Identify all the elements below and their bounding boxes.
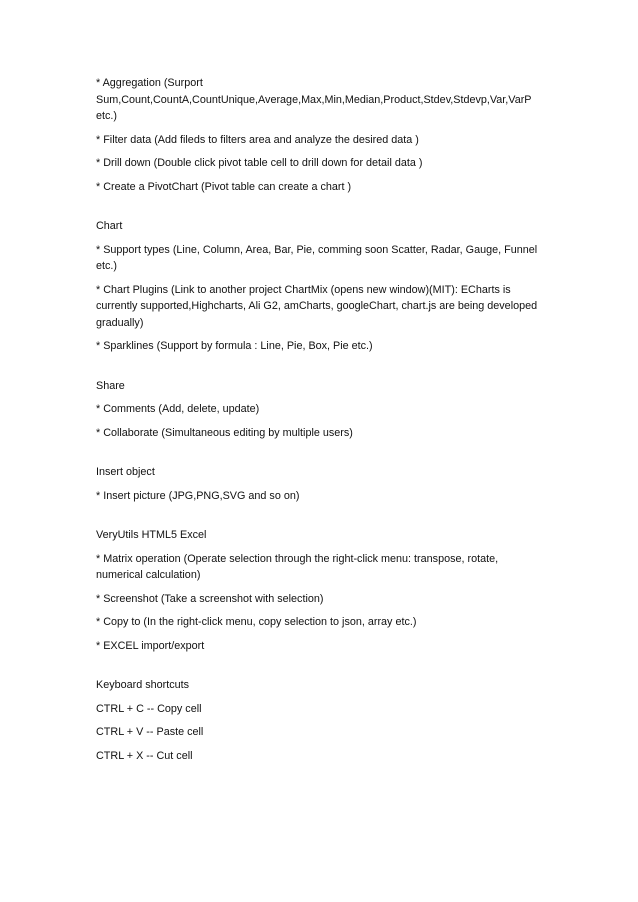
veryutils-item-matrix: * Matrix operation (Operate selection through the right-click menu: transpose, rotate, numerical calculation) xyxy=(96,552,499,581)
section-heading-veryutils: VeryUtils HTML5 Excel xyxy=(96,529,207,541)
pivot-item-drill-down: * Drill down (Double click pivot table cell to drill down for detail data ) xyxy=(96,157,423,169)
section-spacer xyxy=(96,202,544,218)
pivot-item-filter: * Filter data (Add fileds to filters area and analyze the desired data ) xyxy=(96,133,419,146)
share-item-collaborate: * Collaborate (Simultaneous editing by multiple users) xyxy=(96,426,353,439)
shortcut-paste: CTRL + V -- Paste cell xyxy=(96,726,204,738)
chart-item-plugins: * Chart Plugins (Link to another project ChartMix (opens new window)(MIT): ECharts is currently supported,Highcharts, Ali G2, amCharts, googleChart, chart.js are being developed gradually) xyxy=(96,283,538,329)
section-heading-chart: Chart xyxy=(96,220,123,232)
section-heading-share: Share xyxy=(96,379,125,392)
share-item-comments: * Comments (Add, delete, update) xyxy=(96,403,260,415)
document-content xyxy=(96,75,544,771)
chart-item-sparklines: * Sparklines (Support by formula : Line, Pie, Box, Pie etc.) xyxy=(96,340,373,352)
veryutils-item-copy-to: * Copy to (In the right-click menu, copy selection to json, array etc.) xyxy=(96,616,417,628)
section-spacer xyxy=(96,448,544,464)
section-heading-shortcuts: Keyboard shortcuts xyxy=(96,679,190,691)
shortcut-copy: CTRL + C -- Copy cell xyxy=(96,702,202,715)
shortcut-cut: CTRL + X -- Cut cell xyxy=(96,749,193,762)
section-spacer xyxy=(96,661,544,677)
veryutils-item-excel: * EXCEL import/export xyxy=(96,639,205,652)
section-spacer xyxy=(96,362,544,378)
pivot-item-aggregation: * Aggregation (Surport Sum,Count,CountA,CountUnique,Average,Max,Min,Median,Product,Stdev,Stdevp,Var,VarP etc.) xyxy=(96,77,532,122)
chart-item-support-types: * Support types (Line, Column, Area, Bar, Pie, comming soon Scatter, Radar, Gauge, Funnel etc.) xyxy=(96,243,538,272)
veryutils-item-screenshot: * Screenshot (Take a screenshot with selection) xyxy=(96,592,324,605)
pivot-item-pivotchart: * Create a PivotChart (Pivot table can create a chart ) xyxy=(96,180,352,193)
section-spacer xyxy=(96,511,544,527)
insert-item-picture: * Insert picture (JPG,PNG,SVG and so on) xyxy=(96,489,300,502)
section-heading-insert-object: Insert object xyxy=(96,466,155,478)
